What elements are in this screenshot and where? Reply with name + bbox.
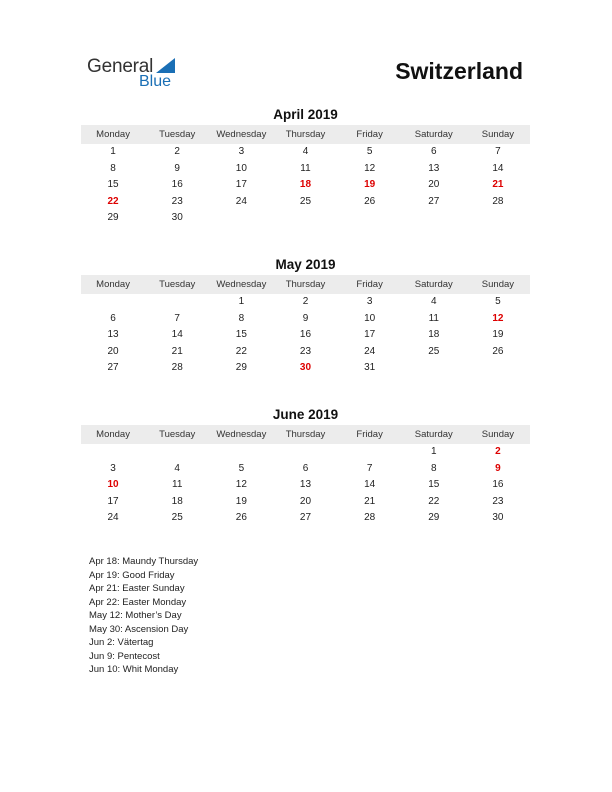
day-cell: 10 [235, 162, 247, 174]
day-cell: 5 [238, 462, 245, 474]
holiday-item: May 30: Ascension Day [89, 623, 189, 635]
week-row [81, 510, 530, 527]
day-cell: 4 [430, 296, 437, 307]
day-cell: 27 [107, 362, 119, 374]
day-cell: 24 [235, 195, 247, 207]
week-row [81, 344, 530, 361]
day-cell: 5 [495, 296, 501, 307]
week-row [81, 477, 530, 494]
day-cell: 8 [430, 462, 437, 474]
day-cell: 8 [110, 162, 116, 174]
holiday-item: Apr 18: Maundy Thursday [89, 556, 199, 567]
week-row [81, 210, 530, 227]
day-cell: 3 [238, 146, 245, 157]
day-cell: 18 [428, 329, 440, 341]
day-cell: 7 [174, 312, 180, 324]
day-cell [273, 444, 337, 461]
weekday-label: Saturday [414, 279, 453, 290]
day-cell: 6 [430, 146, 437, 157]
day-cell [273, 210, 337, 227]
day-cell: 29 [428, 512, 440, 524]
day-cell: 2 [495, 446, 501, 457]
weekday-label: Sunday [481, 279, 515, 290]
country-title: Switzerland [395, 58, 523, 84]
day-cell: 11 [300, 162, 311, 174]
day-cell: 9 [174, 162, 180, 174]
weekday-label: Monday [96, 129, 130, 140]
weekday-label: Saturday [414, 129, 453, 140]
holiday-item: Jun 9: Pentecost [89, 650, 160, 662]
day-cell: 13 [428, 162, 440, 174]
month-title: April 2019 [273, 107, 338, 122]
weekday-label: Monday [96, 429, 130, 440]
day-cell [466, 210, 530, 227]
month-calendar-june [81, 406, 530, 527]
day-cell: 11 [428, 312, 439, 324]
month-title: June 2019 [272, 407, 339, 422]
holiday-item: Jun 2: Vätertag [89, 637, 154, 648]
day-cell [81, 444, 145, 461]
day-cell [209, 444, 273, 461]
day-cell: 1 [430, 446, 437, 457]
weekday-label: Thursday [285, 129, 326, 140]
day-cell: 28 [364, 512, 376, 524]
day-cell: 28 [171, 362, 183, 374]
day-cell: 30 [492, 512, 504, 524]
week-row [81, 494, 530, 511]
day-cell: 25 [171, 512, 183, 524]
day-cell: 14 [364, 479, 376, 491]
weekday-header [81, 275, 530, 294]
day-cell: 17 [235, 179, 247, 191]
weekday-label: Sunday [481, 429, 515, 440]
holiday-list [89, 555, 198, 677]
day-cell: 4 [302, 146, 309, 157]
weekday-label: Monday [96, 279, 130, 290]
day-cell: 21 [492, 179, 504, 191]
day-cell: 20 [299, 495, 312, 507]
day-cell: 2 [302, 296, 309, 307]
week-row [81, 360, 530, 377]
weekday-header [81, 125, 530, 144]
month-title: May 2019 [275, 257, 336, 272]
day-cell: 16 [492, 479, 504, 491]
holiday-item: Apr 21: Easter Sunday [89, 583, 185, 594]
day-cell: 20 [107, 345, 119, 357]
weekday-header [81, 425, 530, 444]
day-cell: 12 [492, 312, 504, 324]
holiday-item: Jun 10: Whit Monday [89, 664, 179, 675]
weekday-label: Tuesday [159, 279, 196, 290]
day-cell [466, 360, 530, 377]
day-cell: 19 [364, 179, 376, 191]
day-cell: 1 [238, 296, 245, 307]
day-cell: 15 [107, 179, 119, 191]
day-cell: 18 [171, 495, 183, 507]
day-cell: 13 [107, 329, 119, 341]
weekday-label: Friday [356, 279, 383, 290]
day-cell: 12 [364, 162, 376, 174]
day-cell: 30 [299, 362, 312, 374]
day-cell: 20 [428, 179, 440, 191]
weekday-label: Thursday [285, 429, 326, 440]
day-cell: 25 [428, 345, 440, 357]
day-cell: 22 [428, 495, 440, 507]
day-cell: 30 [171, 212, 183, 224]
weekday-label: Friday [356, 129, 383, 140]
week-row [81, 327, 530, 344]
day-cell: 9 [302, 312, 309, 324]
day-cell: 15 [235, 329, 247, 341]
day-cell: 1 [110, 146, 116, 157]
day-cell: 7 [366, 462, 373, 474]
week-row [81, 177, 530, 194]
day-cell: 26 [235, 512, 247, 524]
day-cell: 31 [364, 362, 376, 374]
week-row [81, 144, 530, 161]
weekday-label: Friday [356, 429, 383, 440]
week-row [81, 444, 530, 461]
day-cell: 22 [235, 345, 247, 357]
holiday-item: Apr 22: Easter Monday [89, 596, 187, 608]
holiday-item: May 12: Mother’s Day [89, 610, 182, 621]
day-cell: 27 [428, 195, 440, 207]
day-cell: 10 [107, 479, 119, 491]
weekday-label: Wednesday [216, 429, 267, 440]
day-cell: 3 [366, 296, 373, 307]
day-cell: 2 [174, 146, 180, 157]
day-cell: 19 [492, 329, 504, 341]
month-calendar-april [81, 106, 530, 227]
logo-text-blue: Blue [139, 73, 172, 90]
weekday-label: Saturday [414, 429, 453, 440]
day-cell: 11 [172, 479, 183, 491]
weekday-label: Thursday [285, 279, 326, 290]
day-cell: 6 [110, 312, 116, 324]
day-cell: 25 [299, 195, 312, 207]
day-cell [338, 444, 402, 461]
day-cell: 6 [302, 462, 309, 474]
day-cell: 18 [299, 179, 312, 191]
day-cell: 14 [171, 329, 183, 341]
generalblue-logo [87, 56, 187, 92]
week-row [81, 161, 530, 178]
day-cell: 24 [107, 512, 119, 524]
day-cell: 13 [299, 479, 312, 491]
day-cell: 14 [492, 162, 504, 174]
day-cell: 26 [364, 195, 376, 207]
day-cell [402, 360, 466, 377]
day-cell: 16 [299, 329, 312, 341]
day-cell: 24 [364, 345, 376, 357]
weekday-label: Tuesday [159, 429, 196, 440]
week-row [81, 461, 530, 478]
day-cell: 27 [299, 512, 312, 524]
day-cell: 23 [299, 345, 312, 357]
day-cell [145, 294, 209, 311]
day-cell: 21 [364, 495, 376, 507]
day-cell: 16 [171, 179, 183, 191]
week-row [81, 194, 530, 211]
day-cell: 21 [171, 345, 183, 357]
day-cell: 7 [495, 146, 501, 157]
week-row [81, 311, 530, 328]
day-cell: 9 [495, 462, 501, 474]
day-cell [402, 210, 466, 227]
weekday-label: Wednesday [216, 279, 267, 290]
day-cell [81, 294, 145, 311]
day-cell: 23 [171, 195, 183, 207]
day-cell [209, 210, 273, 227]
day-cell: 28 [492, 195, 504, 207]
logo-flag-icon [156, 58, 175, 73]
day-cell: 26 [492, 345, 504, 357]
day-cell: 3 [110, 462, 116, 474]
weekday-label: Sunday [481, 129, 515, 140]
logo-text-general: General [87, 56, 154, 77]
day-cell: 12 [235, 479, 247, 491]
day-cell: 5 [366, 146, 373, 157]
weekday-label: Tuesday [159, 129, 196, 140]
day-cell: 19 [235, 495, 247, 507]
holiday-item: Apr 19: Good Friday [89, 569, 175, 581]
day-cell: 23 [492, 495, 504, 507]
day-cell: 10 [364, 312, 376, 324]
day-cell: 17 [364, 329, 376, 341]
day-cell [145, 444, 209, 461]
day-cell [338, 210, 402, 227]
day-cell: 15 [428, 479, 440, 491]
day-cell: 4 [174, 462, 180, 474]
day-cell: 8 [238, 312, 245, 324]
day-cell: 22 [107, 195, 119, 207]
week-row [81, 294, 530, 311]
weekday-label: Wednesday [216, 129, 267, 140]
day-cell: 17 [107, 495, 119, 507]
day-cell: 29 [107, 212, 119, 224]
day-cell: 29 [235, 362, 247, 374]
month-calendar-may [81, 256, 530, 377]
